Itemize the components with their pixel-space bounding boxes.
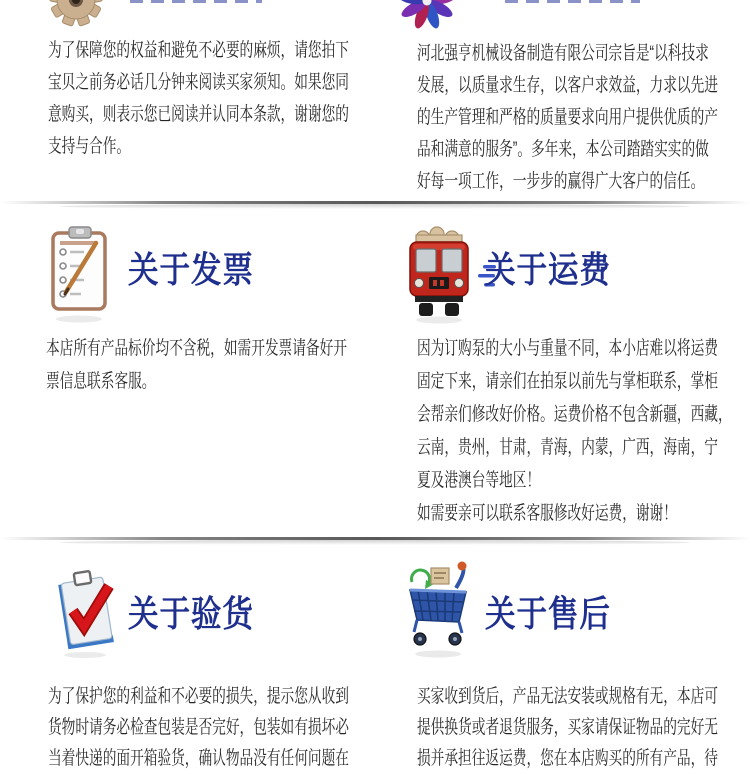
panel-company-motto [375, 0, 750, 202]
text-line: 损并承担往返运费，您在本店购买的所有产品，待 [417, 748, 718, 769]
clipped-title-fragment [505, 0, 640, 3]
panel-aftersale [375, 543, 750, 769]
invoice-text [46, 332, 347, 398]
text-line: 河北强亨机械设备制造有限公司宗旨是“以科技求 [417, 43, 709, 64]
row-invoice-shipping [0, 207, 750, 537]
text-line: 品和满意的服务”。多年来，本公司踏踏实实的做 [417, 139, 709, 160]
text-line: 意购买，则表示您已阅读并认同本条款，谢谢您的 [48, 104, 349, 125]
text-line: 宝贝之前务必话几分钟来阅读买家须知。如果您同 [48, 72, 349, 93]
text-line: 为了保障您的权益和避免不必要的麻烦，请您拍下 [48, 40, 349, 61]
clipped-title-fragment [130, 0, 262, 3]
text-line: 为了保护您的利益和不必要的损失，提示您从收到 [48, 686, 349, 707]
text-line: 夏及港澳台等地区！ [417, 470, 541, 491]
delivery-truck-icon [407, 226, 471, 329]
checklist-check-icon [53, 569, 119, 664]
invoice-title: 关于发票 [128, 249, 254, 290]
text-line: 如需要亲可以联系客服修改好运费，谢谢！ [417, 503, 677, 524]
text-line: 票信息联系客服。 [46, 371, 156, 392]
text-line: 固定下来，请亲们在拍泵以前先与掌柜联系，掌柜 [417, 371, 718, 392]
gear-pump-icon [47, 0, 105, 34]
text-line: 因为订购泵的大小与重量不同，本小店难以将运费 [417, 338, 718, 359]
text-line: 当着快递的面开箱验货，确认物品没有任何问题在 [48, 748, 349, 769]
shopping-cart-icon [404, 560, 474, 665]
text-line: 货物时请务必检查包装是否完好，包装如有损坏必 [48, 717, 349, 738]
panel-inspection [0, 543, 375, 769]
row-inspection-aftersale [0, 543, 750, 769]
row-buyer-notice [0, 0, 750, 202]
inspection-text [48, 681, 349, 774]
section-divider [0, 201, 750, 204]
text-line: 云南，贵州，甘肃，青海，内蒙，广西，海南，宁 [417, 437, 718, 458]
text-line: 好每一项工作，一步步的赢得广大客户的信任。 [417, 171, 705, 192]
text-line: 的生产管理和严格的质量要求向用户提供优质的产 [417, 107, 718, 128]
text-line: 本店所有产品标价均不含税，如需开发票请备好开 [46, 338, 347, 359]
aftersale-title: 关于售后 [485, 593, 611, 634]
text-line: 发展，以质量求生存，以客户求效益，力求以先进 [417, 75, 718, 96]
pinwheel-icon [398, 0, 456, 34]
shipping-title: 关于运费 [485, 249, 611, 290]
clipboard-pen-icon [50, 226, 110, 331]
text-line: 买家收到货后，产品无法安装或规格有无，本店可 [417, 686, 718, 707]
aftersale-text [417, 681, 718, 774]
panel-invoice [0, 207, 375, 537]
panel-shipping [375, 207, 750, 537]
inspection-title: 关于验货 [128, 593, 254, 634]
buyer-notice-text [48, 35, 349, 163]
text-line: 会帮亲们修改好价格。运费价格不包含新疆，西藏， [417, 404, 732, 425]
text-line: 支持与合作。 [48, 136, 131, 157]
company-motto-text [417, 38, 718, 198]
shipping-text [417, 332, 732, 530]
section-divider [0, 537, 750, 540]
text-line: 提供换货或者退货服务，买家请保证物品的完好无 [417, 717, 718, 738]
panel-buyer-notice [0, 0, 375, 202]
